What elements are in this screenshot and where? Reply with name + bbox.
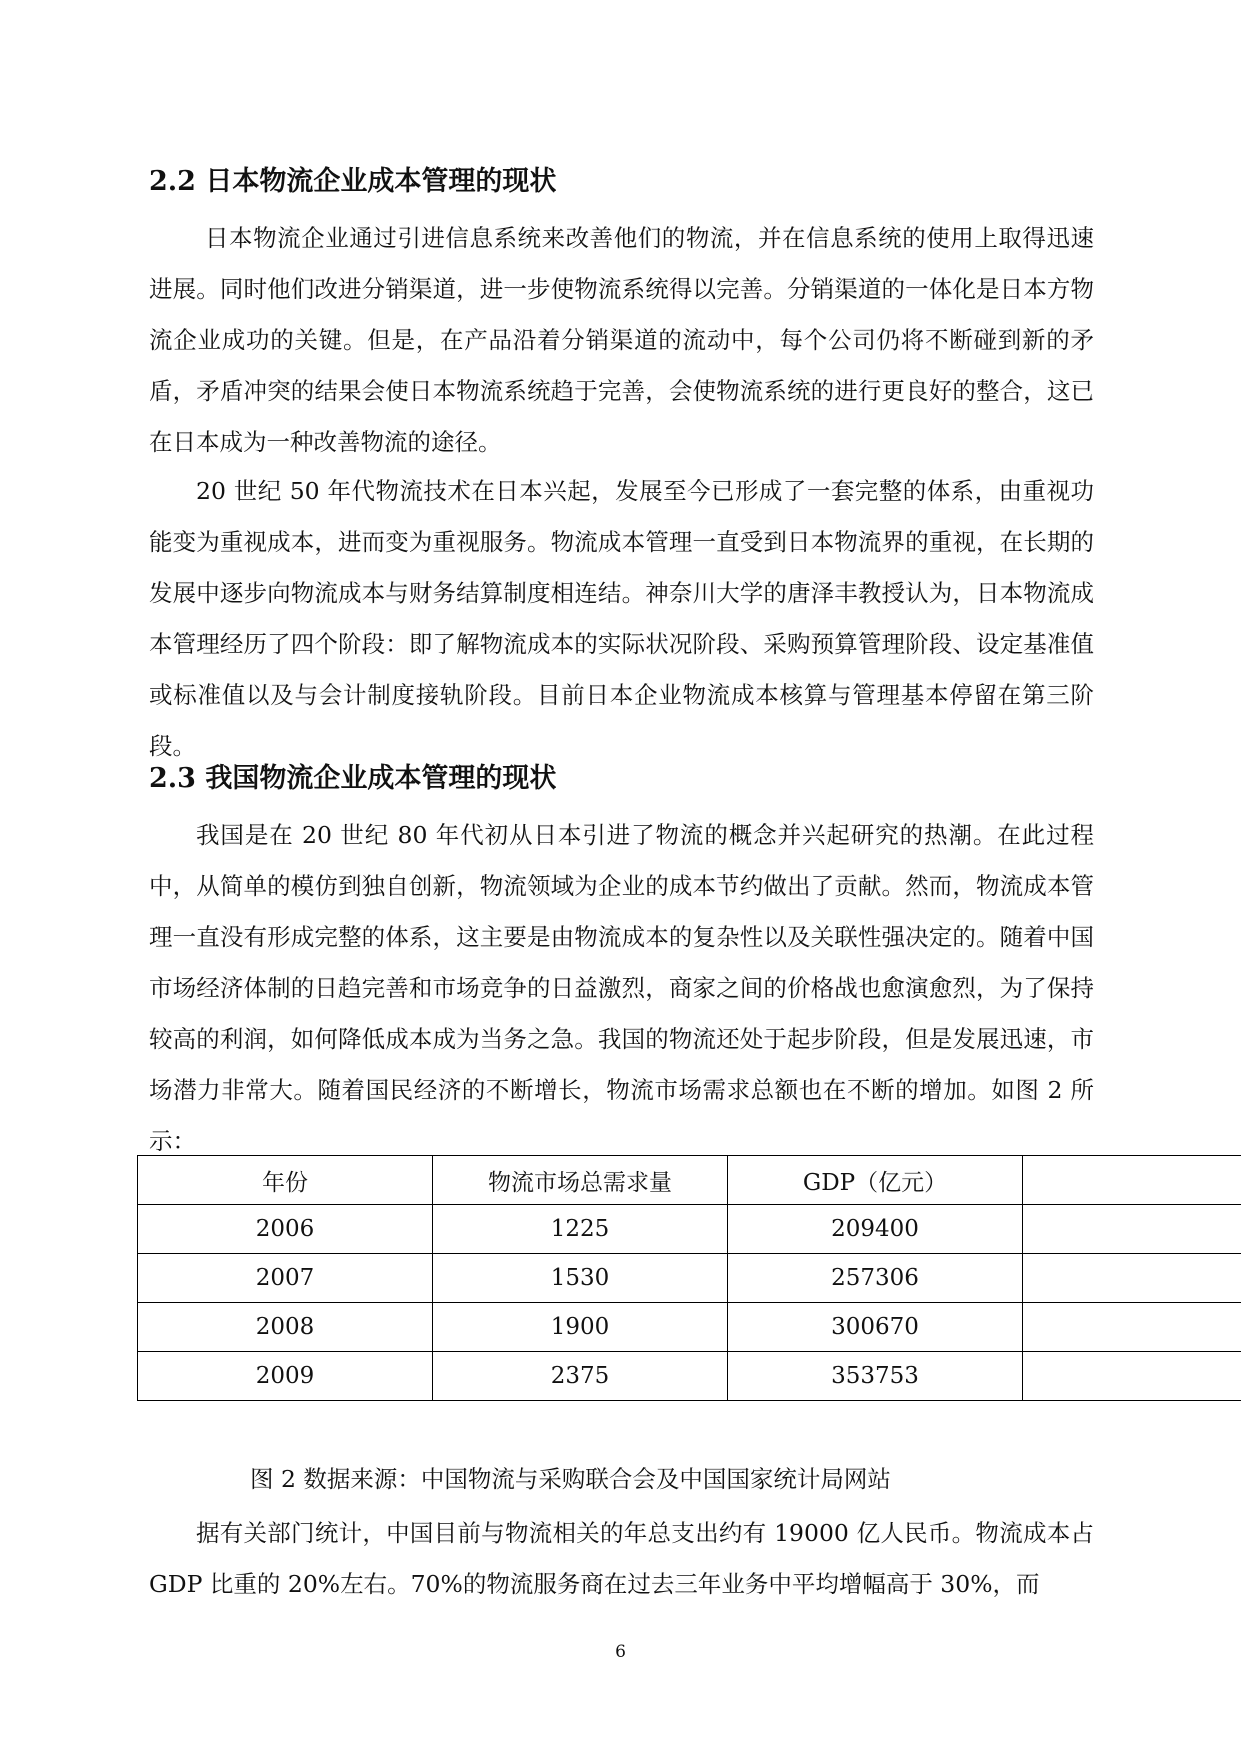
paragraph-japan-1: 日本物流企业通过引进信息系统来改善他们的物流，并在信息系统的使用上取得迅速进展。同时他们改进分销渠道，进一步使物流系统得以完善。分销渠道的一体化是日本方物流企业成功的关键。但是，在产品沿着分销渠道的流动中，每个公司仍将不断碰到新的矛盾，矛盾冲突的结果会使日本物流系统趋于完善，会使物流系统的进行更良好的整合，这已在日本成为一种改善物流的途径。 <box>149 224 1094 456</box>
paragraph-statistics: 据有关部门统计，中国目前与物流相关的年总支出约有 19000 亿人民币。物流成本占 GDP 比重的 20%左右。70%的物流服务商在过去三年业务中平均增幅高于 30%，而 <box>149 1519 1094 1598</box>
paragraph-china-1: 我国是在 20 世纪 80 年代初从日本引进了物流的概念并兴起研究的热潮。在此过程中，从简单的模仿到独自创新，物流领域为企业的成本节约做出了贡献。然而，物流成本管理一直没有形成完整的体系，这主要是由物流成本的复杂性以及关联性强决定的。随着中国市场经济体制的日趋完善和市场竞争的日益激烈，商家之间的价格战也愈演愈烈，为了保持较高的利润，如何降低成本成为当务之急。我国的物流还处于起步阶段，但是发展迅速，市场潜力非常大。随着国民经济的不断增长，物流市场需求总额也在不断的增加。如图 2 所示： <box>149 821 1094 1155</box>
table-cell: 1225 <box>433 1205 728 1254</box>
table-cell: 2375 <box>433 1352 728 1401</box>
table-header-cell <box>1023 1156 1241 1205</box>
table-row <box>138 1352 1241 1401</box>
table-cell <box>1023 1352 1241 1401</box>
table-cell: 353753 <box>728 1352 1023 1401</box>
table-cell: 2007 <box>138 1254 433 1303</box>
section-heading-2-3: 2.3 我国物流企业成本管理的现状 <box>149 763 557 794</box>
table-row <box>138 1254 1241 1303</box>
table-row <box>138 1205 1241 1254</box>
table-header-cell: GDP（亿元） <box>728 1156 1023 1205</box>
table-cell: 1900 <box>433 1303 728 1352</box>
table-row <box>138 1303 1241 1352</box>
table-cell: 209400 <box>728 1205 1023 1254</box>
table-cell <box>1023 1205 1241 1254</box>
page-number: 6 <box>615 1642 626 1662</box>
table-cell <box>1023 1254 1241 1303</box>
table-header-cell: 物流市场总需求量 <box>433 1156 728 1205</box>
table-cell: 2008 <box>138 1303 433 1352</box>
logistics-demand-table <box>137 1155 1241 1401</box>
table-header-row <box>138 1156 1241 1205</box>
paragraph-japan-2: 20 世纪 50 年代物流技术在日本兴起，发展至今已形成了一套完整的体系，由重视功能变为重视成本，进而变为重视服务。物流成本管理一直受到日本物流界的重视，在长期的发展中逐步向物流成本与财务结算制度相连结。神奈川大学的唐泽丰教授认为，日本物流成本管理经历了四个阶段：即了解物流成本的实际状况阶段、采购预算管理阶段、设定基准值或标准值以及与会计制度接轨阶段。目前日本企业物流成本核算与管理基本停留在第三阶段。 <box>149 477 1094 760</box>
table-header-cell: 年份 <box>138 1156 433 1205</box>
table-cell: 1530 <box>433 1254 728 1303</box>
table-cell: 300670 <box>728 1303 1023 1352</box>
table-cell <box>1023 1303 1241 1352</box>
section-heading-2-2: 2.2 日本物流企业成本管理的现状 <box>149 166 557 197</box>
table-cell: 2006 <box>138 1205 433 1254</box>
table-cell: 257306 <box>728 1254 1023 1303</box>
figure-caption: 图 2 数据来源：中国物流与采购联合会及中国国家统计局网站 <box>250 1465 891 1493</box>
table-cell: 2009 <box>138 1352 433 1401</box>
